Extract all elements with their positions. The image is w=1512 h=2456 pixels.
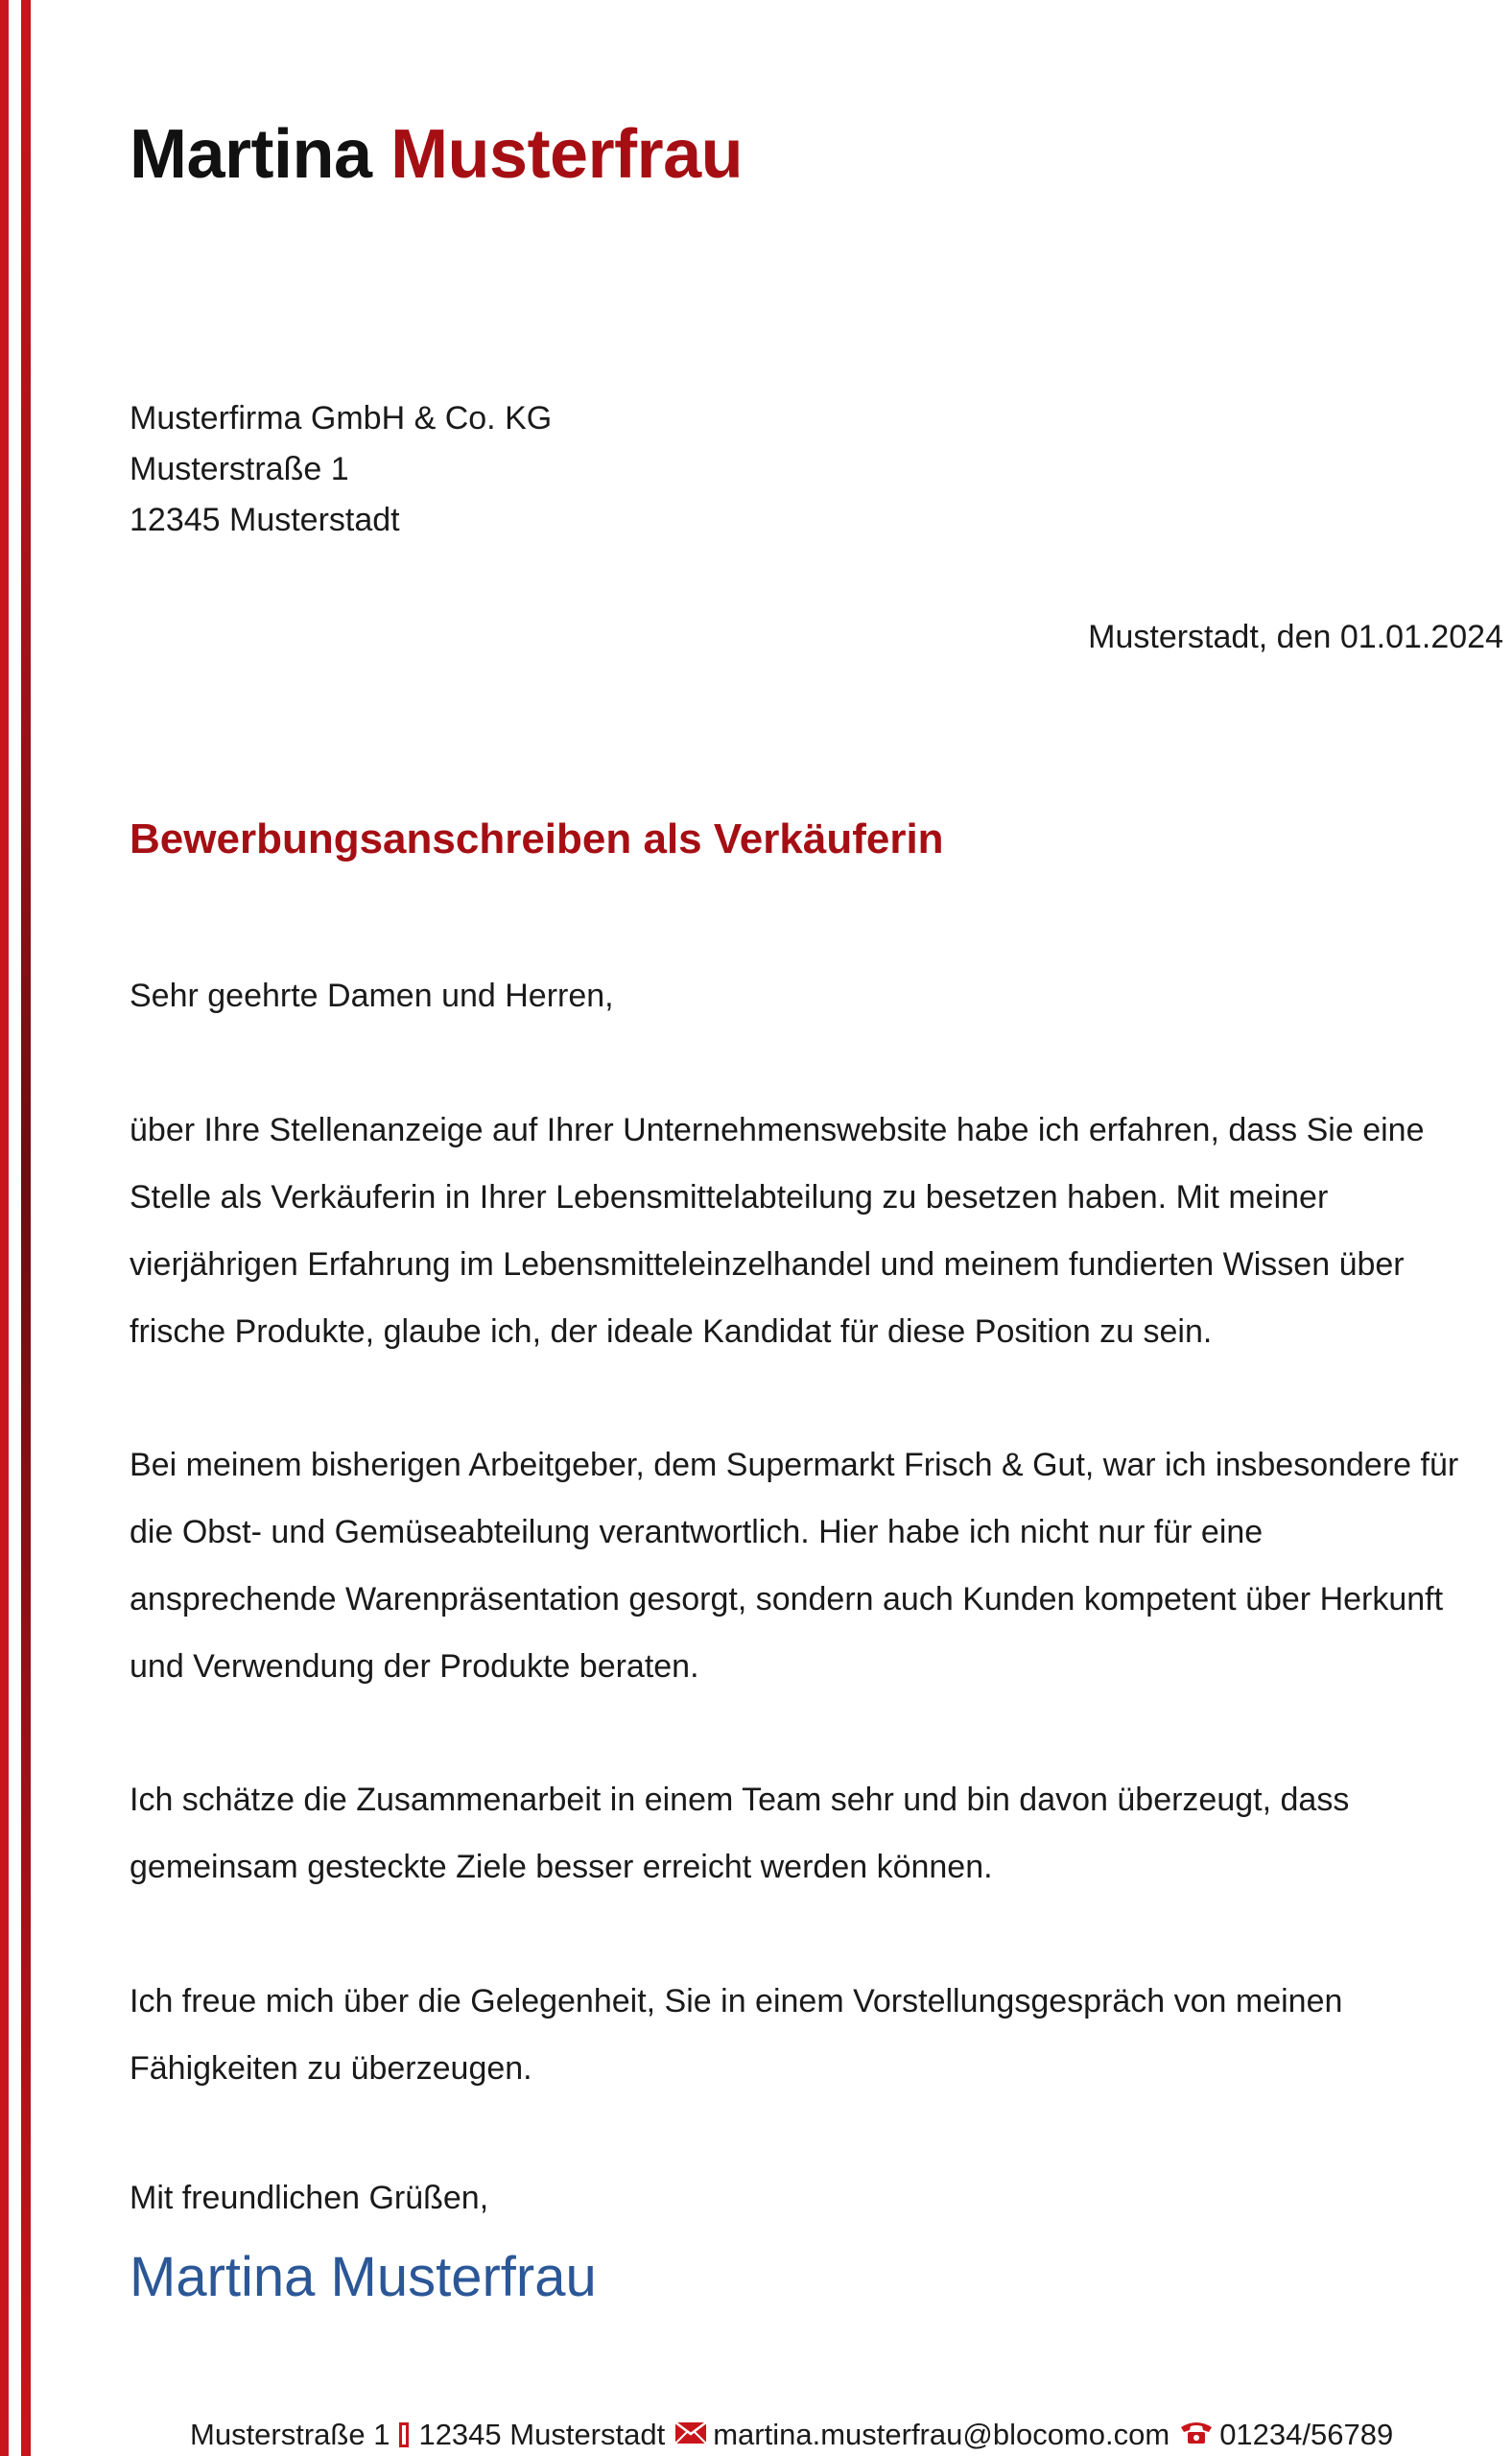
- body-paragraph-1: [130, 1097, 1501, 1365]
- closing-phrase: Mit freundlichen Grüßen,: [130, 2180, 489, 2216]
- body-paragraph-3: [130, 1766, 1501, 1901]
- decorative-line-right: [21, 0, 31, 2456]
- paragraph-line: die Obst- und Gemüseabteilung verantwortlich. Hier habe ich nicht nur für eine: [130, 1514, 1264, 1550]
- footer-contact: [190, 2416, 1393, 2454]
- footer-email[interactable]: martina.musterfrau@blocomo.com: [713, 2418, 1170, 2451]
- phone-icon: [1179, 2416, 1214, 2454]
- paragraph-line: Ich schätze die Zusammenarbeit in einem Team sehr und bin davon überzeugt, dass: [130, 1782, 1350, 1818]
- paragraph-line: Stelle als Verkäuferin in Ihrer Lebensmittelabteilung zu besetzen haben. Mit meiner: [130, 1179, 1329, 1216]
- paragraph-line: Bei meinem bisherigen Arbeitgeber, dem Supermarkt Frisch & Gut, war ich insbesondere für: [130, 1447, 1459, 1483]
- paragraph-line: Ich freue mich über die Gelegenheit, Sie in einem Vorstellungsgespräch von meinen: [130, 1983, 1343, 2019]
- decorative-line-left: [0, 0, 9, 2456]
- recipient-city: 12345 Musterstadt: [130, 502, 400, 538]
- recipient-address: [130, 393, 552, 546]
- sender-first-name: Martina: [130, 116, 372, 193]
- paragraph-line: vierjährigen Erfahrung im Lebensmitteleinzelhandel und meinem fundierten Wissen über: [130, 1246, 1405, 1283]
- sender-name-header: [130, 113, 743, 196]
- paragraph-line: frische Produkte, glaube ich, der ideale Kandidat für diese Position zu sein.: [130, 1313, 1213, 1350]
- sender-last-name: Musterfrau: [390, 116, 744, 193]
- email-icon: [674, 2416, 707, 2454]
- salutation: Sehr geehrte Damen und Herren,: [130, 978, 614, 1014]
- paragraph-line: und Verwendung der Produkte beraten.: [130, 1648, 699, 1685]
- letter-date: Musterstadt, den 01.01.2024: [1088, 619, 1503, 655]
- paragraph-line: gemeinsam gesteckte Ziele besser erreicht werden können.: [130, 1849, 993, 1885]
- recipient-company: Musterfirma GmbH & Co. KG: [130, 400, 553, 437]
- footer-phone[interactable]: 01234/56789: [1219, 2418, 1394, 2451]
- body-paragraph-4: [130, 1968, 1501, 2102]
- signature-name: Martina Musterfrau: [130, 2246, 597, 2308]
- paragraph-line: Fähigkeiten zu überzeugen.: [130, 2050, 532, 2087]
- paragraph-line: ansprechende Warenpräsentation gesorgt, sondern auch Kunden kompetent über Herkunft: [130, 1581, 1444, 1618]
- recipient-street: Musterstraße 1: [130, 451, 349, 487]
- letter-page: [130, 0, 1512, 2456]
- paragraph-line: über Ihre Stellenanzeige auf Ihrer Unternehmenswebsite habe ich erfahren, dass Sie eine: [130, 1112, 1425, 1148]
- letter-subject: Bewerbungsanschreiben als Verkäuferin: [130, 815, 944, 862]
- footer-street: Musterstraße 1: [190, 2418, 390, 2451]
- body-paragraph-2: [130, 1431, 1501, 1700]
- location-icon: [399, 2422, 409, 2447]
- footer-city: 12345 Musterstadt: [418, 2418, 666, 2451]
